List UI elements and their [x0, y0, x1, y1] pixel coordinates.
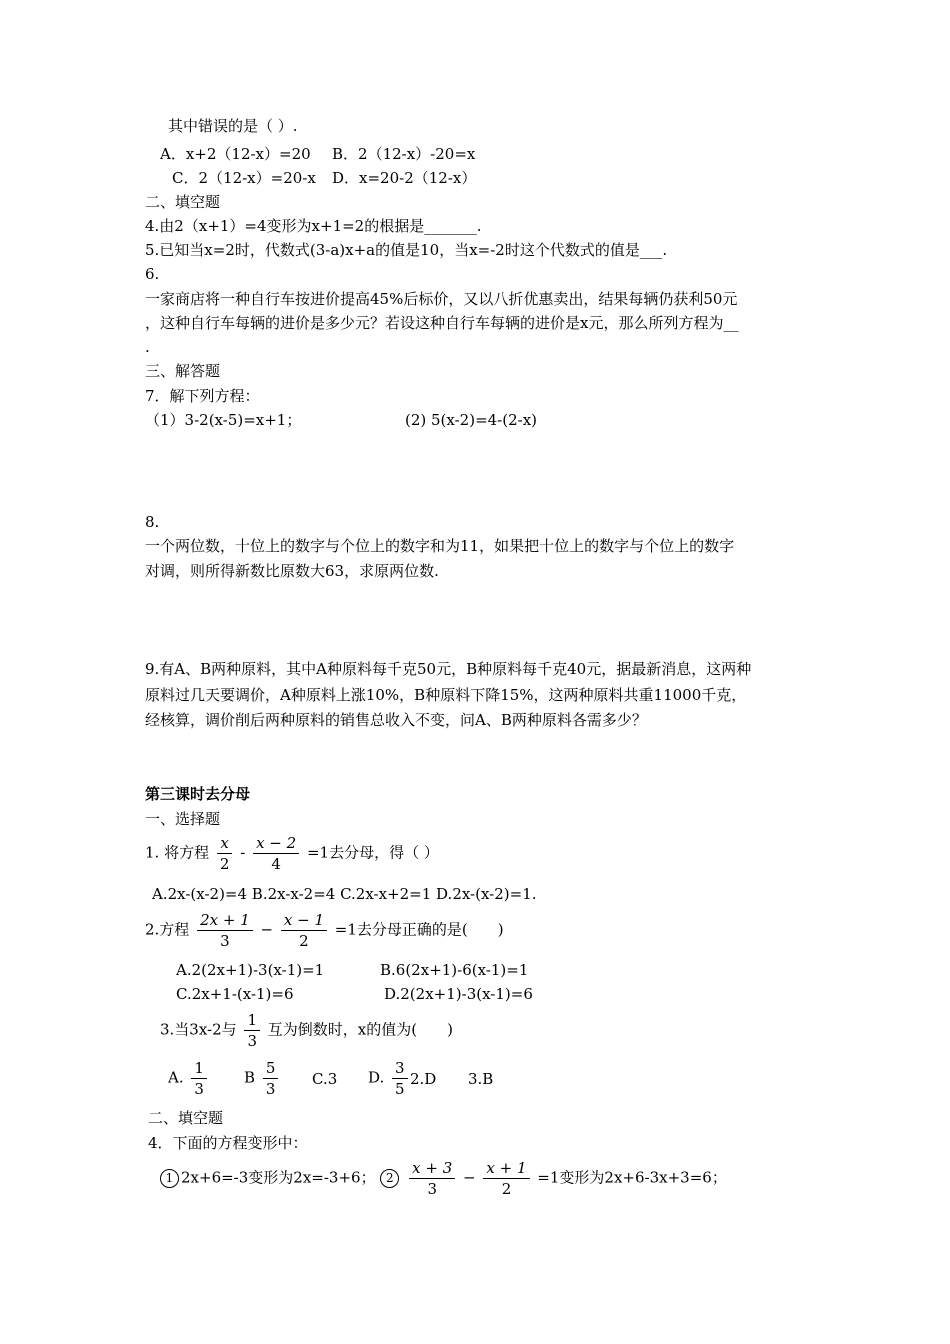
q2-fraction-2-denominator: 2	[299, 932, 309, 950]
q2-option-b: B.6(2x+1)-6(x-1)=1	[380, 961, 529, 979]
q2-suffix: =1去分母正确的是( )	[334, 920, 504, 939]
q4-items-line	[160, 1158, 727, 1199]
q1-fraction-2-numerator: x − 2	[253, 833, 299, 854]
q6-number: 6.	[145, 265, 160, 283]
q3-option-b	[244, 1058, 281, 1099]
q2-fraction-1-numerator: 2x + 1	[197, 910, 253, 931]
q3-answer-3: 3.B	[468, 1070, 494, 1088]
q2-option-d: D.2(2x+1)-3(x-1)=6	[384, 985, 533, 1003]
q4-fraction-1-denominator: 3	[427, 1180, 437, 1198]
q3-option-d-label: D.	[368, 1068, 385, 1087]
section-multiple-choice: 一、选择题	[145, 810, 221, 828]
q3-prefix: 3.当3x-2与	[160, 1020, 237, 1039]
q2-operator: −	[260, 920, 274, 939]
q2-fraction-2	[281, 910, 327, 951]
q3-fraction-denominator: 3	[247, 1032, 257, 1050]
q4-fraction-2	[483, 1158, 529, 1199]
q4-operator: −	[463, 1168, 476, 1187]
q3-suffix: 互为倒数时，x的值为( )	[267, 1020, 453, 1039]
q3-answer-2: 2.D	[410, 1070, 437, 1088]
q1-operator: -	[240, 843, 246, 862]
q3-option-a-denominator: 3	[194, 1080, 204, 1098]
q1-options: A.2x-(x-2)=4 B.2x-x-2=4 C.2x-x+2=1 D.2x-(x-2)=1.	[152, 885, 537, 903]
q1-fraction-1-denominator: 2	[219, 855, 230, 873]
q3-option-d: D．x=20-2（12-x）	[332, 169, 477, 187]
q6-line-2: ，这种自行车每辆的进价是多少元？若设这种自行车每辆的进价是x元，那么所列方程为__	[145, 314, 739, 332]
q3-option-d-denominator: 5	[395, 1080, 405, 1098]
q4-item-2: =1变形为2x+6-3x+3=6；	[537, 1168, 727, 1187]
q3-option-b: B．2（12-x）-20=x	[332, 145, 476, 163]
q3-option-d-fraction	[392, 1058, 408, 1099]
q3-option-d-numerator: 3	[392, 1058, 408, 1079]
q4-fraction-2-denominator: 2	[501, 1180, 512, 1198]
q7-part-1: （1）3-2(x-5)=x+1；	[145, 411, 302, 429]
q4-fraction-1-numerator: x + 3	[409, 1158, 455, 1179]
q9-line-2: 原料过几天要调价，A种原料上涨10%，B种原料下降15%，这两种原料共重11000千克，	[145, 686, 747, 704]
q1-fraction-2	[253, 833, 299, 874]
q8-line-2: 对调，则所得新数比原数大63，求原两位数.	[145, 562, 439, 580]
section-fill-blank: 二、填空题	[145, 193, 221, 211]
circled-number-1: 1	[160, 1169, 179, 1188]
q3-option-a: A．x+2（12-x）=20	[160, 145, 311, 163]
section-answer: 三、解答题	[145, 362, 221, 380]
q2-fraction-1	[197, 910, 253, 951]
q9-line-3: 经核算，调价削后两种原料的销售总收入不变，问A、B两种原料各需多少？	[145, 711, 647, 729]
q3-option-c: C．2（12-x）=20-x	[172, 169, 316, 187]
q3-stem: 其中错误的是（ ）.	[168, 117, 298, 135]
q4-item-1: 2x+6=-3变形为2x=-3+6；	[181, 1168, 376, 1187]
q7-part-2: (2) 5(x-2)=4-(2-x)	[405, 411, 538, 429]
q4-fraction-1	[409, 1158, 455, 1199]
q3-option-a-label: A.	[168, 1068, 184, 1087]
q8-number: 8.	[145, 513, 160, 531]
q2-fraction-2-numerator: x − 1	[281, 910, 327, 931]
lesson-title: 第三课时去分母	[145, 785, 251, 803]
q6-line-1: 一家商店将一种自行车按进价提高45%后标价，又以八折优惠卖出，结果每辆仍获利50元	[145, 290, 738, 308]
q4-stem: 4．下面的方程变形中：	[148, 1134, 308, 1152]
q3-option-a-numerator: 1	[191, 1058, 207, 1079]
q1-line	[145, 833, 439, 874]
q7: 7．解下列方程：	[145, 387, 260, 405]
q8-line-1: 一个两位数，十位上的数字与个位上的数字和为11，如果把十位上的数字与个位上的数字	[145, 537, 735, 555]
q1-suffix: =1去分母，得（ ）	[306, 843, 439, 862]
q1-fraction-1	[217, 833, 233, 874]
q2-prefix: 2.方程	[145, 920, 190, 939]
q4-fraction-2-numerator: x + 1	[483, 1158, 529, 1179]
q2-fraction-1-denominator: 3	[220, 932, 230, 950]
q2-line	[145, 910, 504, 951]
q6-line-3: .	[145, 338, 150, 356]
q3-option-b-numerator: 5	[263, 1058, 279, 1079]
q3-option-b-denominator: 3	[265, 1080, 276, 1098]
q4: 4.由2（x+1）=4变形为x+1=2的根据是_______.	[145, 217, 482, 235]
q3-option-a-fraction	[191, 1058, 207, 1099]
q3-fraction-numerator: 1	[244, 1010, 260, 1031]
q2-option-a: A.2(2x+1)-3(x-1)=1	[176, 961, 325, 979]
q1-fraction-1-numerator: x	[217, 833, 233, 854]
q3-fraction	[244, 1010, 260, 1051]
q1-prefix: 1. 将方程	[145, 843, 210, 862]
q2-option-c: C.2x+1-(x-1)=6	[176, 985, 294, 1003]
circled-number-2: 2	[380, 1169, 399, 1188]
q9-line-1: 9.有A、B两种原料，其中A种原料每千克50元，B种原料每千克40元，据最新消息，这两种	[145, 660, 752, 678]
q5: 5.已知当x=2时，代数式(3-a)x+a的值是10，当x=-2时这个代数式的值是___.	[145, 241, 668, 259]
q3-option-b-label: B	[244, 1068, 256, 1087]
q3-line	[160, 1010, 453, 1051]
q3-option-b-fraction	[263, 1058, 279, 1099]
q3-option-a	[168, 1058, 210, 1099]
q1-fraction-2-denominator: 4	[271, 855, 281, 873]
q3-option-c: C.3	[312, 1070, 338, 1088]
q3-option-d	[368, 1058, 411, 1099]
section-fill-blank-2: 二、填空题	[148, 1109, 224, 1127]
